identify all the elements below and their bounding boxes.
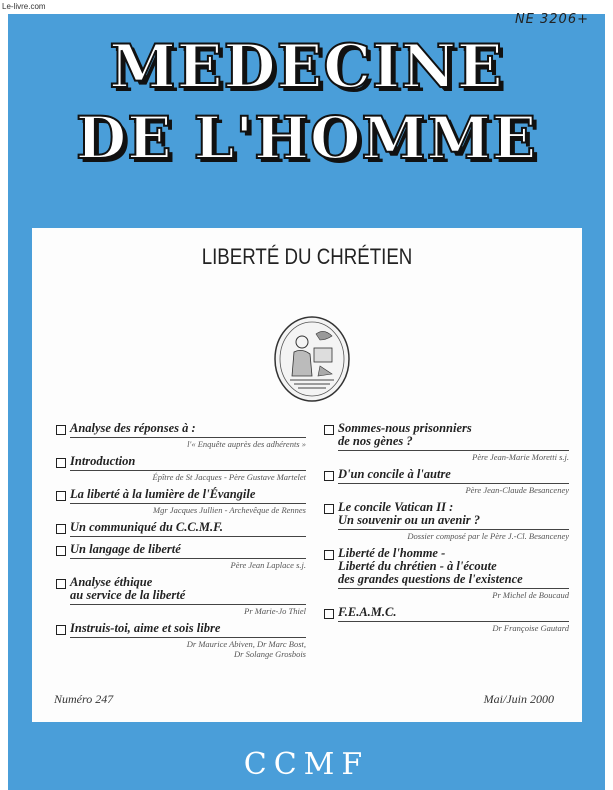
article-author: Dr Françoise Gautard [492, 623, 569, 633]
masthead-line-1: MEDECINE [109, 32, 504, 102]
article-author: Dr Maurice Abiven, Dr Marc Bost, Dr Solange Grosbois [186, 639, 306, 659]
list-item [56, 622, 306, 659]
article-author: Pr Marie-Jo Thiel [244, 606, 306, 616]
list-item [56, 543, 306, 570]
divider [70, 437, 306, 438]
divider [70, 470, 306, 471]
checkbox-icon [56, 546, 66, 556]
contents-right-column [324, 422, 569, 639]
article-author: Père Jean-Marie Moretti s.j. [472, 452, 569, 462]
article-title: Introduction [70, 454, 136, 468]
divider [70, 558, 306, 559]
checkbox-icon [324, 471, 334, 481]
article-title: Un communiqué du C.C.M.F. [70, 520, 223, 534]
checkbox-icon [56, 425, 66, 435]
divider [338, 588, 569, 589]
list-item [324, 547, 569, 600]
divider [70, 637, 306, 638]
article-title: Analyse des réponses à : [70, 421, 196, 435]
article-author: Pr Michel de Boucaud [492, 590, 569, 600]
divider [70, 604, 306, 605]
list-item [56, 455, 306, 482]
article-title: F.E.A.M.C. [338, 605, 397, 619]
contents-panel [32, 228, 582, 722]
divider [70, 536, 306, 537]
checkbox-icon [324, 550, 334, 560]
article-title: Liberté de l'homme - Liberté du chrétien - à l'écoute des grandes questions de l'existence [338, 546, 523, 586]
magazine-cover [8, 14, 605, 790]
checkbox-icon [324, 425, 334, 435]
checkbox-icon [56, 524, 66, 534]
article-author: Épître de St Jacques - Père Gustave Martelet [152, 472, 306, 482]
checkbox-icon [56, 579, 66, 589]
list-item [324, 606, 569, 633]
checkbox-icon [324, 609, 334, 619]
article-title: La liberté à la lumière de l'Évangile [70, 487, 256, 501]
list-item [324, 468, 569, 495]
checkbox-icon [56, 458, 66, 468]
checkbox-icon [56, 625, 66, 635]
checkbox-icon [324, 504, 334, 514]
handwritten-note: NE 3206+ [514, 12, 589, 27]
list-item [56, 521, 306, 537]
divider [70, 503, 306, 504]
list-item [56, 422, 306, 449]
article-title: Un langage de liberté [70, 542, 181, 556]
publisher-logo: CCMF [243, 747, 370, 782]
masthead-line-2: DE L'HOMME [75, 104, 538, 172]
contents-left-column [56, 422, 306, 665]
issue-date: Mai/Juin 2000 [483, 692, 554, 706]
checkbox-icon [56, 491, 66, 501]
divider [338, 450, 569, 451]
article-title: D'un concile à l'autre [338, 467, 451, 481]
article-author: Père Jean-Claude Besanceney [465, 485, 569, 495]
theme-title: LIBERTÉ DU CHRÉTIEN [201, 244, 413, 269]
list-item [324, 501, 569, 541]
article-author: Père Jean Laplace s.j. [230, 560, 306, 570]
divider [338, 483, 569, 484]
article-title: Le concile Vatican II : Un souvenir ou un avenir ? [338, 500, 481, 527]
watermark: Le-livre.com [2, 2, 46, 11]
illumination-emblem-icon [272, 314, 352, 404]
article-author: Mgr Jacques Jullien - Archevêque de Rennes [153, 505, 306, 515]
article-title: Sommes-nous prisonniers de nos gènes ? [338, 421, 472, 448]
list-item [324, 422, 569, 462]
article-author: Dossier composé par le Père J.-Cl. Besanceney [407, 531, 569, 541]
divider [338, 529, 569, 530]
divider [338, 621, 569, 622]
article-author: l'« Enquête auprès des adhérents » [187, 439, 306, 449]
article-title: Analyse éthique au service de la liberté [70, 575, 186, 602]
issue-number: Numéro 247 [54, 692, 114, 706]
list-item [56, 576, 306, 616]
article-title: Instruis-toi, aime et sois libre [70, 621, 221, 635]
list-item [56, 488, 306, 515]
